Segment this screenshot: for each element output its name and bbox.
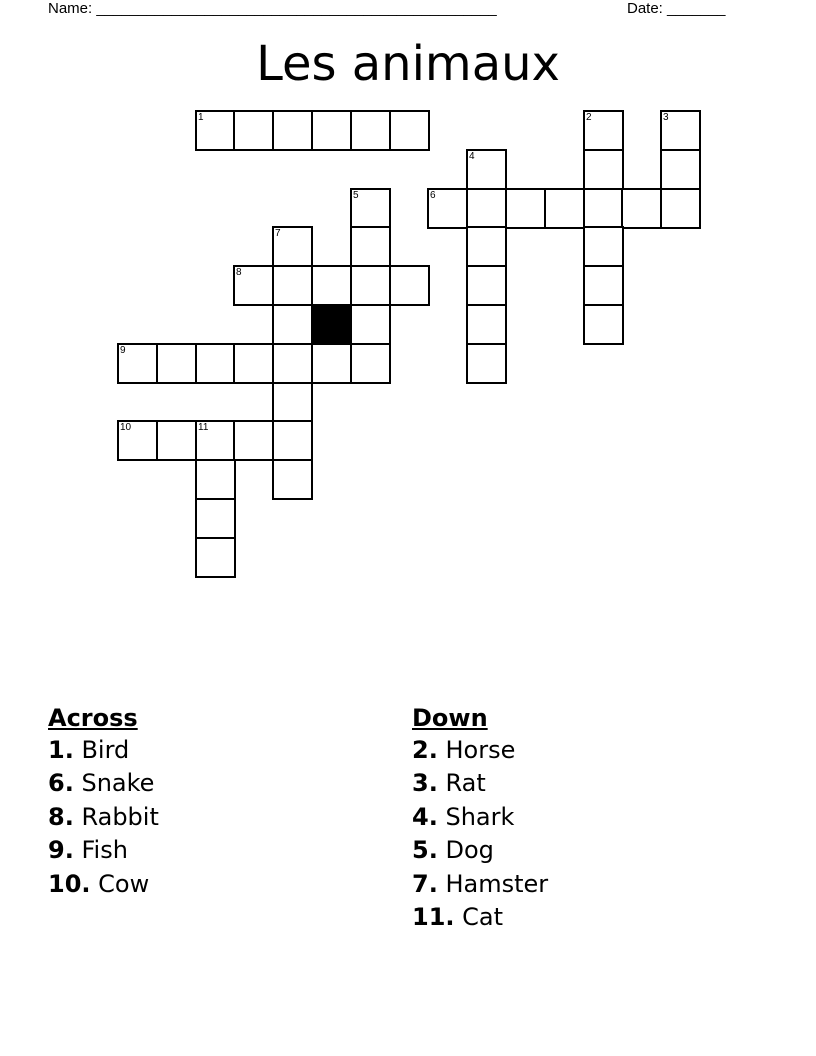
- grid-cell[interactable]: [233, 110, 274, 151]
- grid-cell[interactable]: [350, 188, 391, 229]
- cell-number: 10: [120, 422, 132, 433]
- grid-cell[interactable]: [272, 304, 313, 345]
- clue-item: [412, 801, 548, 834]
- clue-item: [412, 834, 548, 867]
- grid-cell[interactable]: [195, 343, 236, 384]
- clue-text: Cat: [462, 903, 504, 932]
- clue-number: 1.: [48, 736, 74, 764]
- black-cell: [311, 304, 352, 345]
- grid-cell[interactable]: [466, 304, 507, 345]
- clue-item: [48, 868, 159, 901]
- clue-text: Horse: [445, 736, 516, 764]
- grid-cell[interactable]: [350, 304, 391, 345]
- grid-cell[interactable]: [660, 110, 701, 151]
- clue-number: 8.: [48, 802, 74, 831]
- grid-cell[interactable]: [583, 304, 624, 345]
- clue-number: 7.: [412, 869, 438, 898]
- grid-cell[interactable]: [583, 265, 624, 306]
- grid-cell[interactable]: [505, 188, 546, 229]
- grid-cell[interactable]: [117, 420, 158, 461]
- grid-cell[interactable]: [195, 537, 236, 578]
- down-heading: Down: [412, 704, 488, 732]
- page-title: Les animaux: [256, 36, 560, 92]
- clue-text: Cow: [98, 869, 150, 898]
- grid-cell[interactable]: [389, 265, 430, 306]
- name-field-label[interactable]: Name: ________________________________________________: [48, 0, 497, 17]
- grid-cell[interactable]: [156, 343, 197, 384]
- clue-item: [48, 767, 159, 800]
- grid-cell[interactable]: [466, 226, 507, 267]
- grid-cell[interactable]: [427, 188, 468, 229]
- grid-cell[interactable]: [272, 343, 313, 384]
- cell-number: 11: [198, 422, 209, 433]
- grid-cell[interactable]: [311, 110, 352, 151]
- grid-cell[interactable]: [233, 265, 274, 306]
- clue-text: Snake: [81, 769, 155, 798]
- cell-number: 2: [586, 112, 592, 123]
- grid-cell[interactable]: [272, 110, 313, 151]
- clue-item: [48, 734, 159, 767]
- clue-number: 4.: [412, 802, 438, 831]
- clue-text: Dog: [445, 836, 494, 865]
- clue-number: 6.: [48, 769, 74, 798]
- cell-number: 1: [198, 112, 204, 123]
- cell-number: 5: [353, 190, 359, 201]
- grid-cell[interactable]: [156, 420, 197, 461]
- grid-cell[interactable]: [466, 343, 507, 384]
- cell-number: 7: [275, 228, 281, 239]
- cell-number: 8: [236, 267, 242, 278]
- grid-cell[interactable]: [272, 226, 313, 267]
- clue-item: [412, 767, 548, 800]
- grid-cell[interactable]: [583, 110, 624, 151]
- grid-cell[interactable]: [195, 498, 236, 539]
- across-heading: Across: [48, 704, 138, 732]
- clue-item: [412, 868, 548, 901]
- clue-text: Hamster: [445, 869, 549, 898]
- grid-cell[interactable]: [233, 420, 274, 461]
- clue-text: Shark: [445, 802, 515, 831]
- grid-cell[interactable]: [583, 149, 624, 190]
- across-clues: [48, 702, 159, 901]
- clue-text: Bird: [81, 736, 130, 764]
- clue-number: 5.: [412, 836, 438, 865]
- grid-cell[interactable]: [660, 188, 701, 229]
- grid-cell[interactable]: [466, 265, 507, 306]
- grid-cell[interactable]: [660, 149, 701, 190]
- clue-text: Fish: [81, 836, 128, 865]
- date-field-label[interactable]: Date: _______: [627, 0, 726, 17]
- clue-text: Rat: [445, 769, 486, 798]
- clue-item: [48, 834, 159, 867]
- clue-item: [412, 901, 548, 934]
- grid-cell[interactable]: [311, 265, 352, 306]
- grid-cell[interactable]: [195, 459, 236, 500]
- grid-cell[interactable]: [350, 226, 391, 267]
- grid-cell[interactable]: [272, 420, 313, 461]
- cell-number: 9: [120, 345, 126, 356]
- grid-cell[interactable]: [466, 149, 507, 190]
- clue-item: [48, 801, 159, 834]
- grid-cell[interactable]: [195, 110, 236, 151]
- clue-text: Rabbit: [81, 802, 159, 831]
- clue-number: 9.: [48, 836, 74, 865]
- grid-cell[interactable]: [272, 382, 313, 423]
- cell-number: 6: [430, 190, 436, 201]
- grid-cell[interactable]: [466, 188, 507, 229]
- clue-item: [412, 734, 548, 767]
- down-clues: [412, 702, 548, 934]
- clue-number: 2.: [412, 736, 438, 764]
- grid-cell[interactable]: [583, 188, 624, 229]
- grid-cell[interactable]: [272, 459, 313, 500]
- grid-cell[interactable]: [350, 343, 391, 384]
- grid-cell[interactable]: [195, 420, 236, 461]
- grid-cell[interactable]: [233, 343, 274, 384]
- grid-cell[interactable]: [350, 110, 391, 151]
- cell-number: 3: [663, 112, 669, 123]
- grid-cell[interactable]: [311, 343, 352, 384]
- grid-cell[interactable]: [389, 110, 430, 151]
- grid-cell[interactable]: [117, 343, 158, 384]
- grid-cell[interactable]: [583, 226, 624, 267]
- grid-cell[interactable]: [621, 188, 662, 229]
- grid-cell[interactable]: [272, 265, 313, 306]
- clue-number: 3.: [412, 769, 438, 798]
- cell-number: 4: [469, 151, 475, 162]
- grid-cell[interactable]: [350, 265, 391, 306]
- clue-number: 10.: [48, 869, 91, 898]
- grid-cell[interactable]: [544, 188, 585, 229]
- clue-number: 11.: [412, 903, 455, 932]
